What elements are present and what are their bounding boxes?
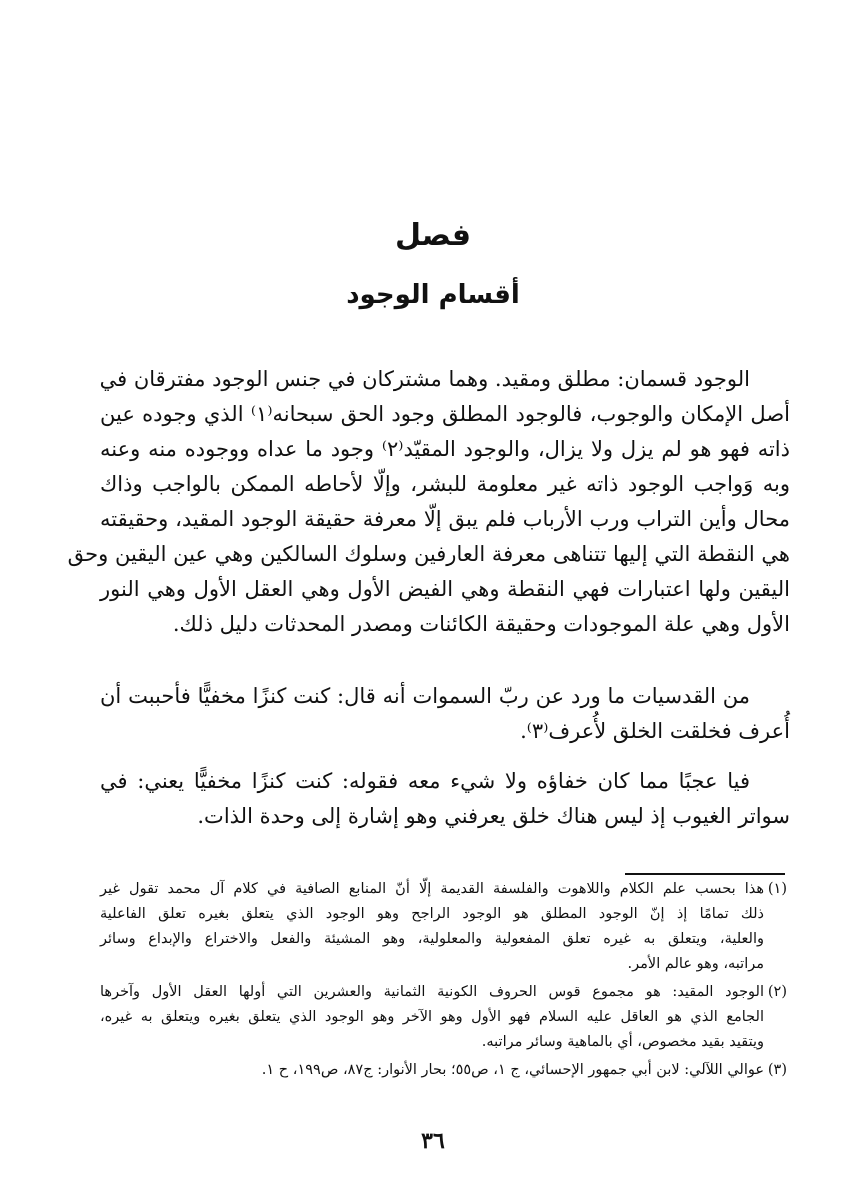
chapter-heading: فصل: [395, 218, 471, 253]
body-line: وبه وَواجب الوجود ذاته غير معلومة للبشر، وإلّا لأحاطه الممكن بالواجب وذاك: [100, 472, 790, 496]
footnote-line: هذا بحسب علم الكلام واللاهوت والفلسفة القديمة إلّا أنّ المنابع الصافية في كلام آل محمد تقول غير: [100, 881, 764, 897]
footnote-line: عوالي اللآلي: لابن أبي جمهور الإحسائي، ج ١، ص٥٥؛ بحار الأنوار: ج٨٧، ص١٩٩، ح ١.: [261, 1062, 764, 1078]
body-line: أصل الإمكان والوجوب، فالوجود المطلق وجود الحق سبحانه⁽١⁾ الذي وجوده عين: [100, 402, 790, 426]
page-number: ٣٦: [421, 1128, 445, 1154]
body-line: ذاته فهو هو لم يزل ولا يزال، والوجود المقيّد⁽٢⁾ وجود ما عداه ووجوده منه وعنه: [100, 437, 790, 461]
footnote-line: والعلية، ويتعلق به غيره تعلق المفعولية والمعلولية، وهو المشيئة والفعل والاختراع والإبداع وسائر: [100, 931, 764, 947]
footnote-line: الوجود المقيد: هو مجموع قوس الحروف الكونية الثمانية والعشرين التي أولها العقل الأول وآخرها: [100, 984, 764, 1000]
body-line: هي النقطة التي إليها تتناهى معرفة العارفين وسلوك السالكين وهي عين اليقين وحق: [67, 542, 790, 566]
body-line: الأول وهي علة الموجودات وحقيقة الكائنات ومصدر المحدثات دليل ذلك.: [172, 612, 790, 636]
section-title: أقسام الوجود: [346, 280, 520, 310]
footnote-separator: [625, 873, 785, 875]
footnote-number: (١): [767, 881, 787, 897]
body-line: محال وأين التراب ورب الأرباب فلم يبق إلّا معرفة حقيقة الوجود المقيد، وحقيقته: [100, 507, 790, 531]
body-line: سواتر الغيوب إذ ليس هناك خلق يعرفني وهو إشارة إلى وحدة الذات.: [197, 804, 790, 828]
footnote-line: الجامع الذي هو العاقل عليه السلام فهو الأول وهو الآخر وهو الوجود الذي يتعلق بغيره ويتعلق به غيره،: [100, 1009, 764, 1025]
body-line: الوجود قسمان: مطلق ومقيد. وهما مشتركان في جنس الوجود مفترقان في: [99, 367, 750, 391]
footnote-number: (٢): [767, 984, 787, 1000]
body-line: من القدسيات ما ورد عن ربّ السموات أنه قال: كنت كنزًا مخفيًّا فأحببت أن: [100, 684, 750, 708]
footnote-number: (٣): [767, 1062, 787, 1078]
body-line: فيا عجبًا مما كان خفاؤه ولا شيء معه فقوله: كنت كنزًا مخفيًّا يعني: في: [100, 769, 750, 793]
body-line: أُعرف فخلقت الخلق لأُعرف⁽٣⁾.: [520, 719, 790, 743]
footnote-line: ويتقيد بقيد مخصوص، أي بالماهية وسائر مراتبه.: [481, 1034, 764, 1050]
footnote-line: ذلك تمامًا إذ إنّ الوجود المطلق هو الوجود الراجح وهو الوجود الذي يتعلق بغيره تعلق الفاعلية: [100, 906, 764, 922]
footnote-line: مراتبه، وهو عالم الأمر.: [627, 956, 764, 972]
body-line: اليقين ولها اعتبارات فهي النقطة وهي الفيض الأول وهي العقل الأول وهي النور: [100, 577, 790, 601]
